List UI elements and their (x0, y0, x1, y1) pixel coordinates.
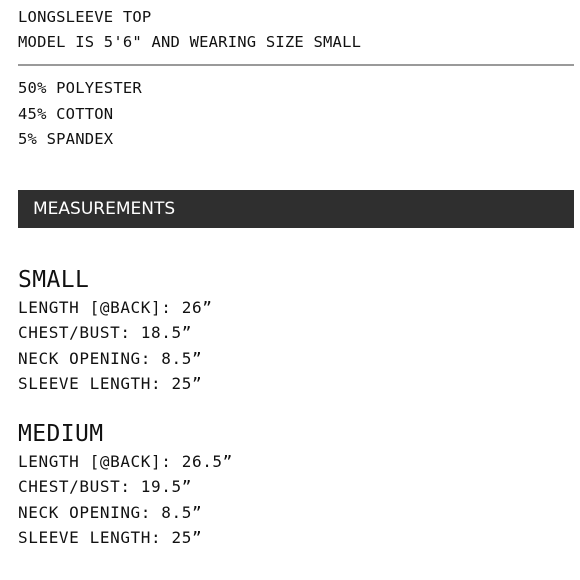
product-details (18, 0, 574, 551)
product-name: LONGSLEEVE TOP (18, 8, 152, 26)
fabric-line: 50% POLYESTER (18, 79, 142, 97)
size-block-small (18, 265, 574, 397)
size-title: SMALL (18, 266, 90, 293)
spec-line: CHEST/BUST: 19.5” (18, 477, 192, 496)
spec-line: NECK OPENING: 8.5” (18, 348, 203, 368)
spec-line: CHEST/BUST: 18.5” (18, 323, 192, 342)
measurements-header: MEASUREMENTS (18, 190, 574, 228)
product-intro (18, 5, 574, 55)
spec-line: LENGTH [@BACK]: 26” (18, 297, 213, 317)
fabric-line: 45% COTTON (18, 104, 114, 123)
spec-line: SLEEVE LENGTH: 25” (18, 528, 203, 547)
model-fit-note: MODEL IS 5'6" AND WEARING SIZE SMALL (18, 33, 362, 51)
size-specs (18, 449, 574, 551)
section-divider (18, 64, 574, 66)
spec-line: LENGTH [@BACK]: 26.5” (18, 451, 233, 471)
fabric-line: 5% SPANDEX (18, 130, 114, 148)
size-title: MEDIUM (18, 420, 104, 447)
fabric-composition (18, 76, 574, 153)
spec-line: SLEEVE LENGTH: 25” (18, 374, 203, 393)
spec-line: NECK OPENING: 8.5” (18, 502, 203, 522)
size-specs (18, 295, 574, 397)
size-block-medium (18, 419, 574, 551)
